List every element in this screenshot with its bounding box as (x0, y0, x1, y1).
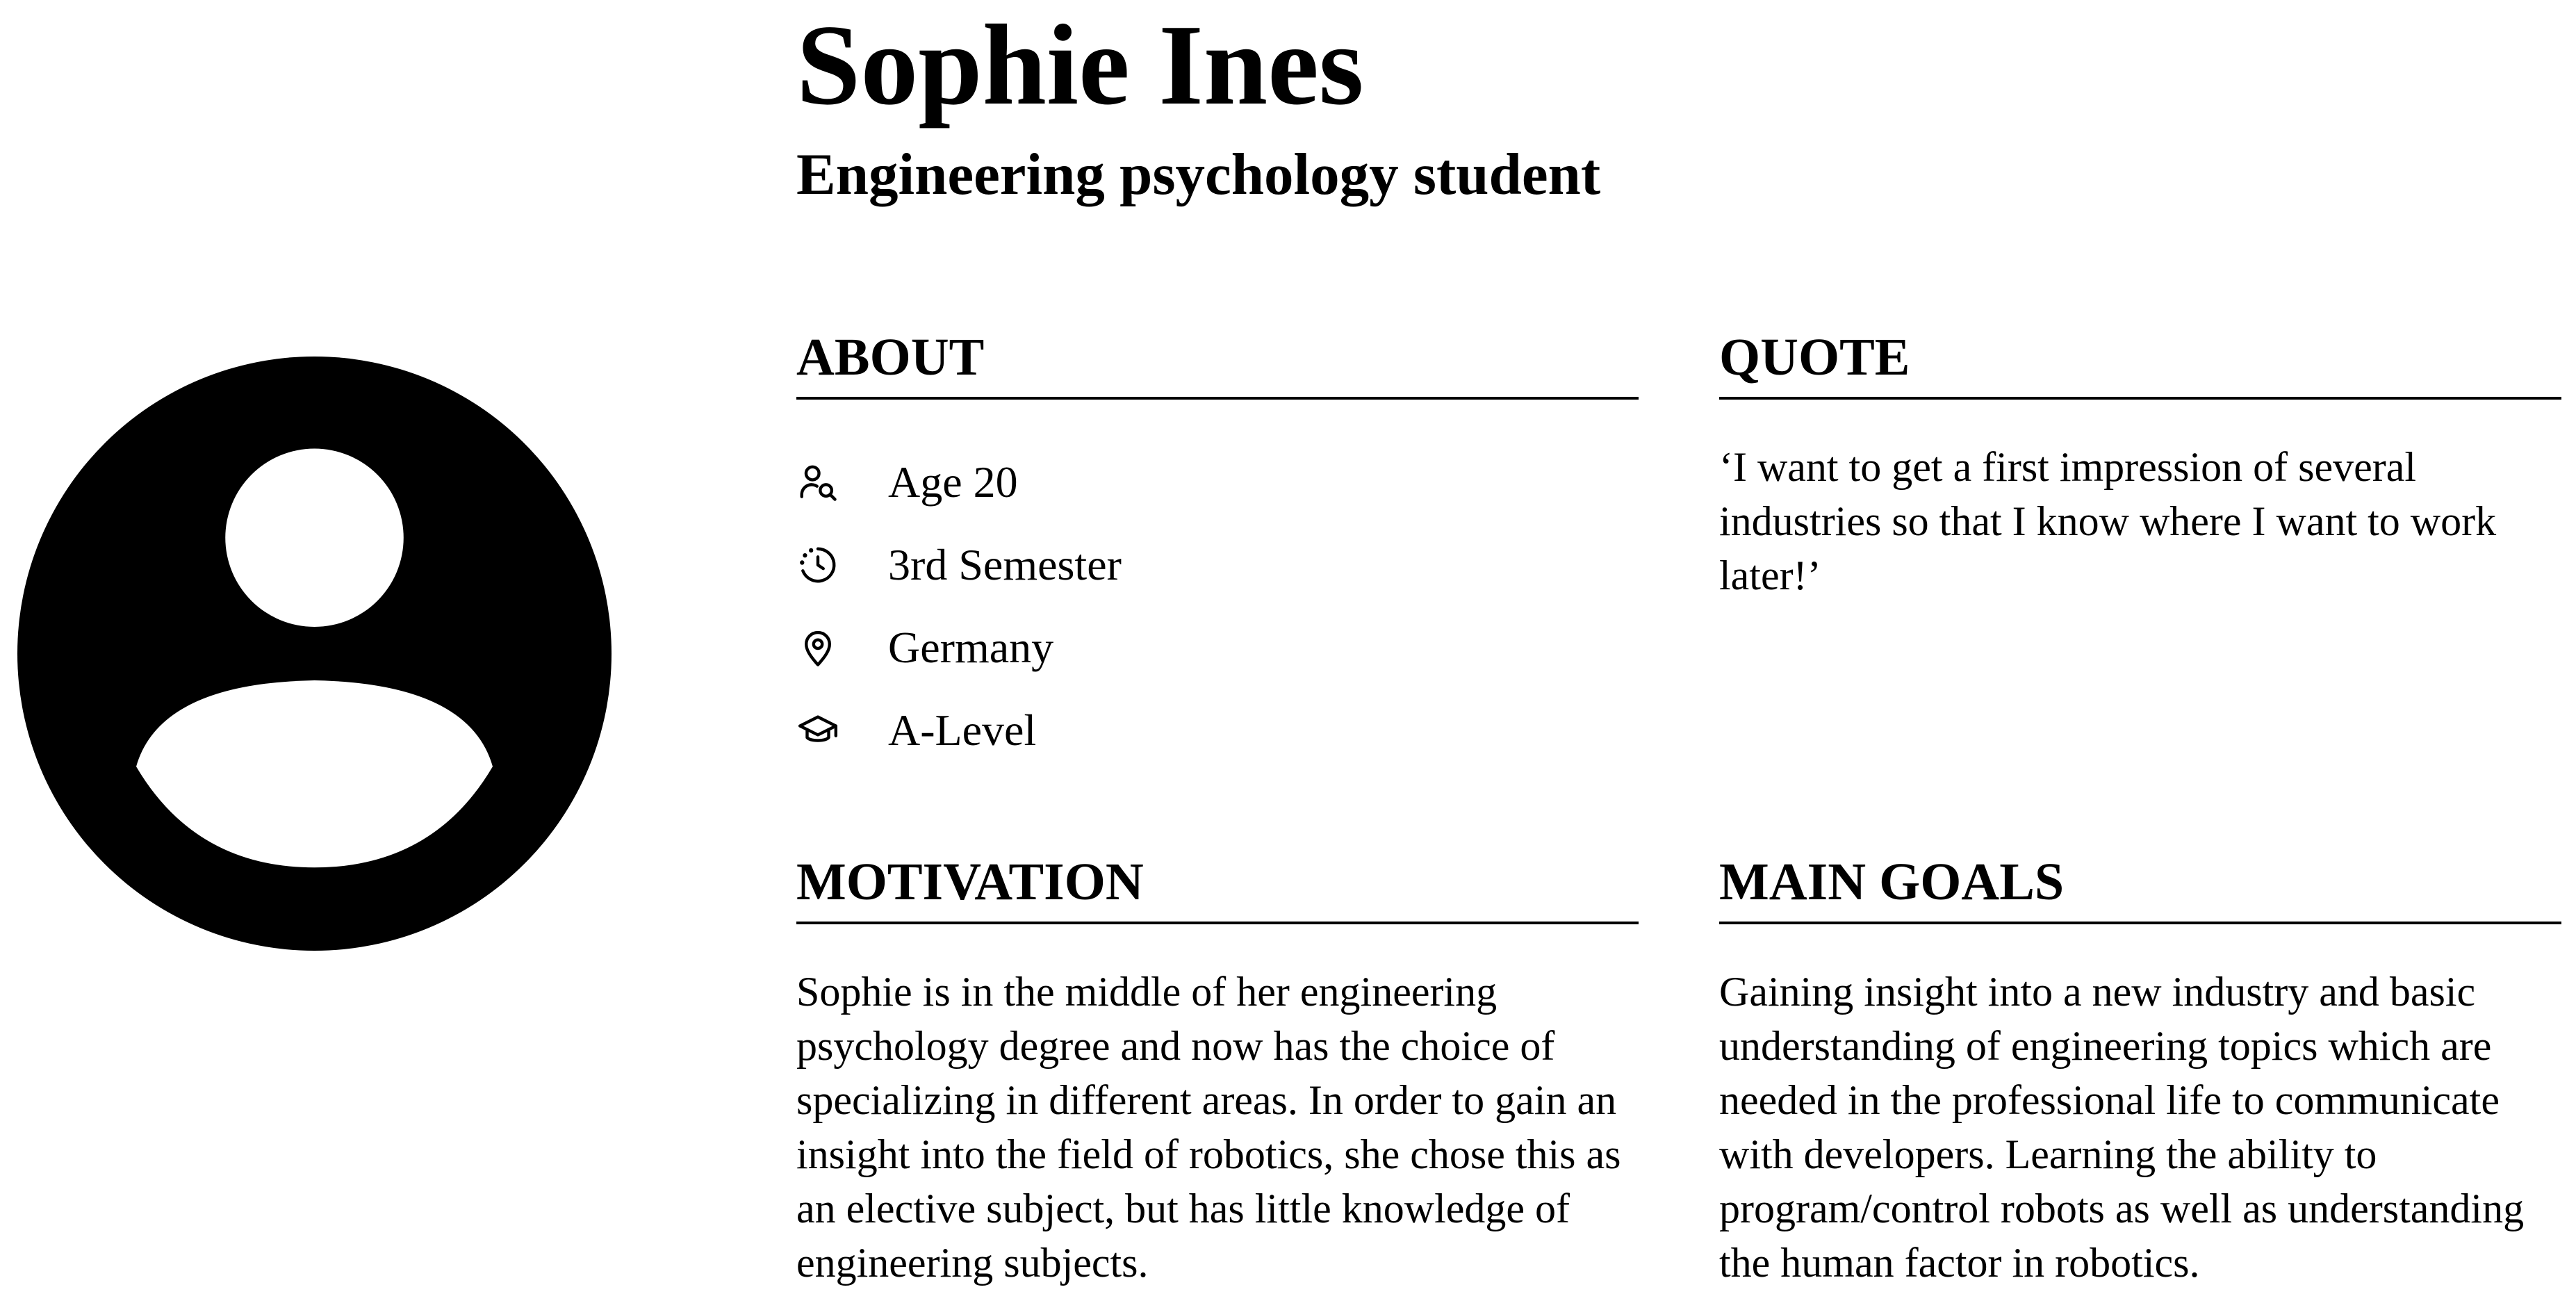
history-clock-icon (796, 543, 839, 587)
about-item-education (796, 689, 1639, 772)
main-goals-section (1719, 853, 2561, 1290)
about-education-text: A-Level (888, 705, 1037, 755)
about-location-text: Germany (888, 623, 1054, 673)
main-goals-heading: MAIN GOALS (1719, 853, 2561, 924)
about-section (796, 329, 1639, 772)
about-item-location (796, 607, 1639, 689)
quote-heading: QUOTE (1719, 329, 2561, 400)
about-heading: ABOUT (796, 329, 1639, 400)
quote-text: ‘I want to get a first impression of several industries so that I know where I want to work later!’ (1719, 443, 2497, 598)
about-semester-text: 3rd Semester (888, 540, 1122, 590)
about-list (796, 441, 1639, 772)
avatar-icon (17, 357, 612, 951)
motivation-heading: MOTIVATION (796, 853, 1639, 924)
main-goals-text: Gaining insight into a new industry and basic understanding of engineering topics which are needed in the professional life to communicate with developers. Learning the ability to program/control robots as well as understanding the human factor in robotics. (1719, 968, 2525, 1286)
motivation-section (796, 853, 1639, 1290)
about-item-age (796, 441, 1639, 524)
about-age-text: Age 20 (888, 457, 1018, 507)
location-pin-icon (796, 626, 839, 669)
person-search-icon (796, 461, 839, 504)
motivation-text: Sophie is in the middle of her engineering psychology degree and now has the choice of specializing in different areas. In order to gain an insight into the field of robotics, she chose this as an elective subject, but has little knowledge of engineering subjects. (796, 968, 1621, 1286)
persona-name: Sophie Ines (796, 1, 1364, 129)
graduation-cap-icon (796, 709, 839, 752)
persona-subtitle: Engineering psychology student (796, 142, 1601, 207)
quote-section (1719, 329, 2561, 603)
about-item-semester (796, 524, 1639, 607)
